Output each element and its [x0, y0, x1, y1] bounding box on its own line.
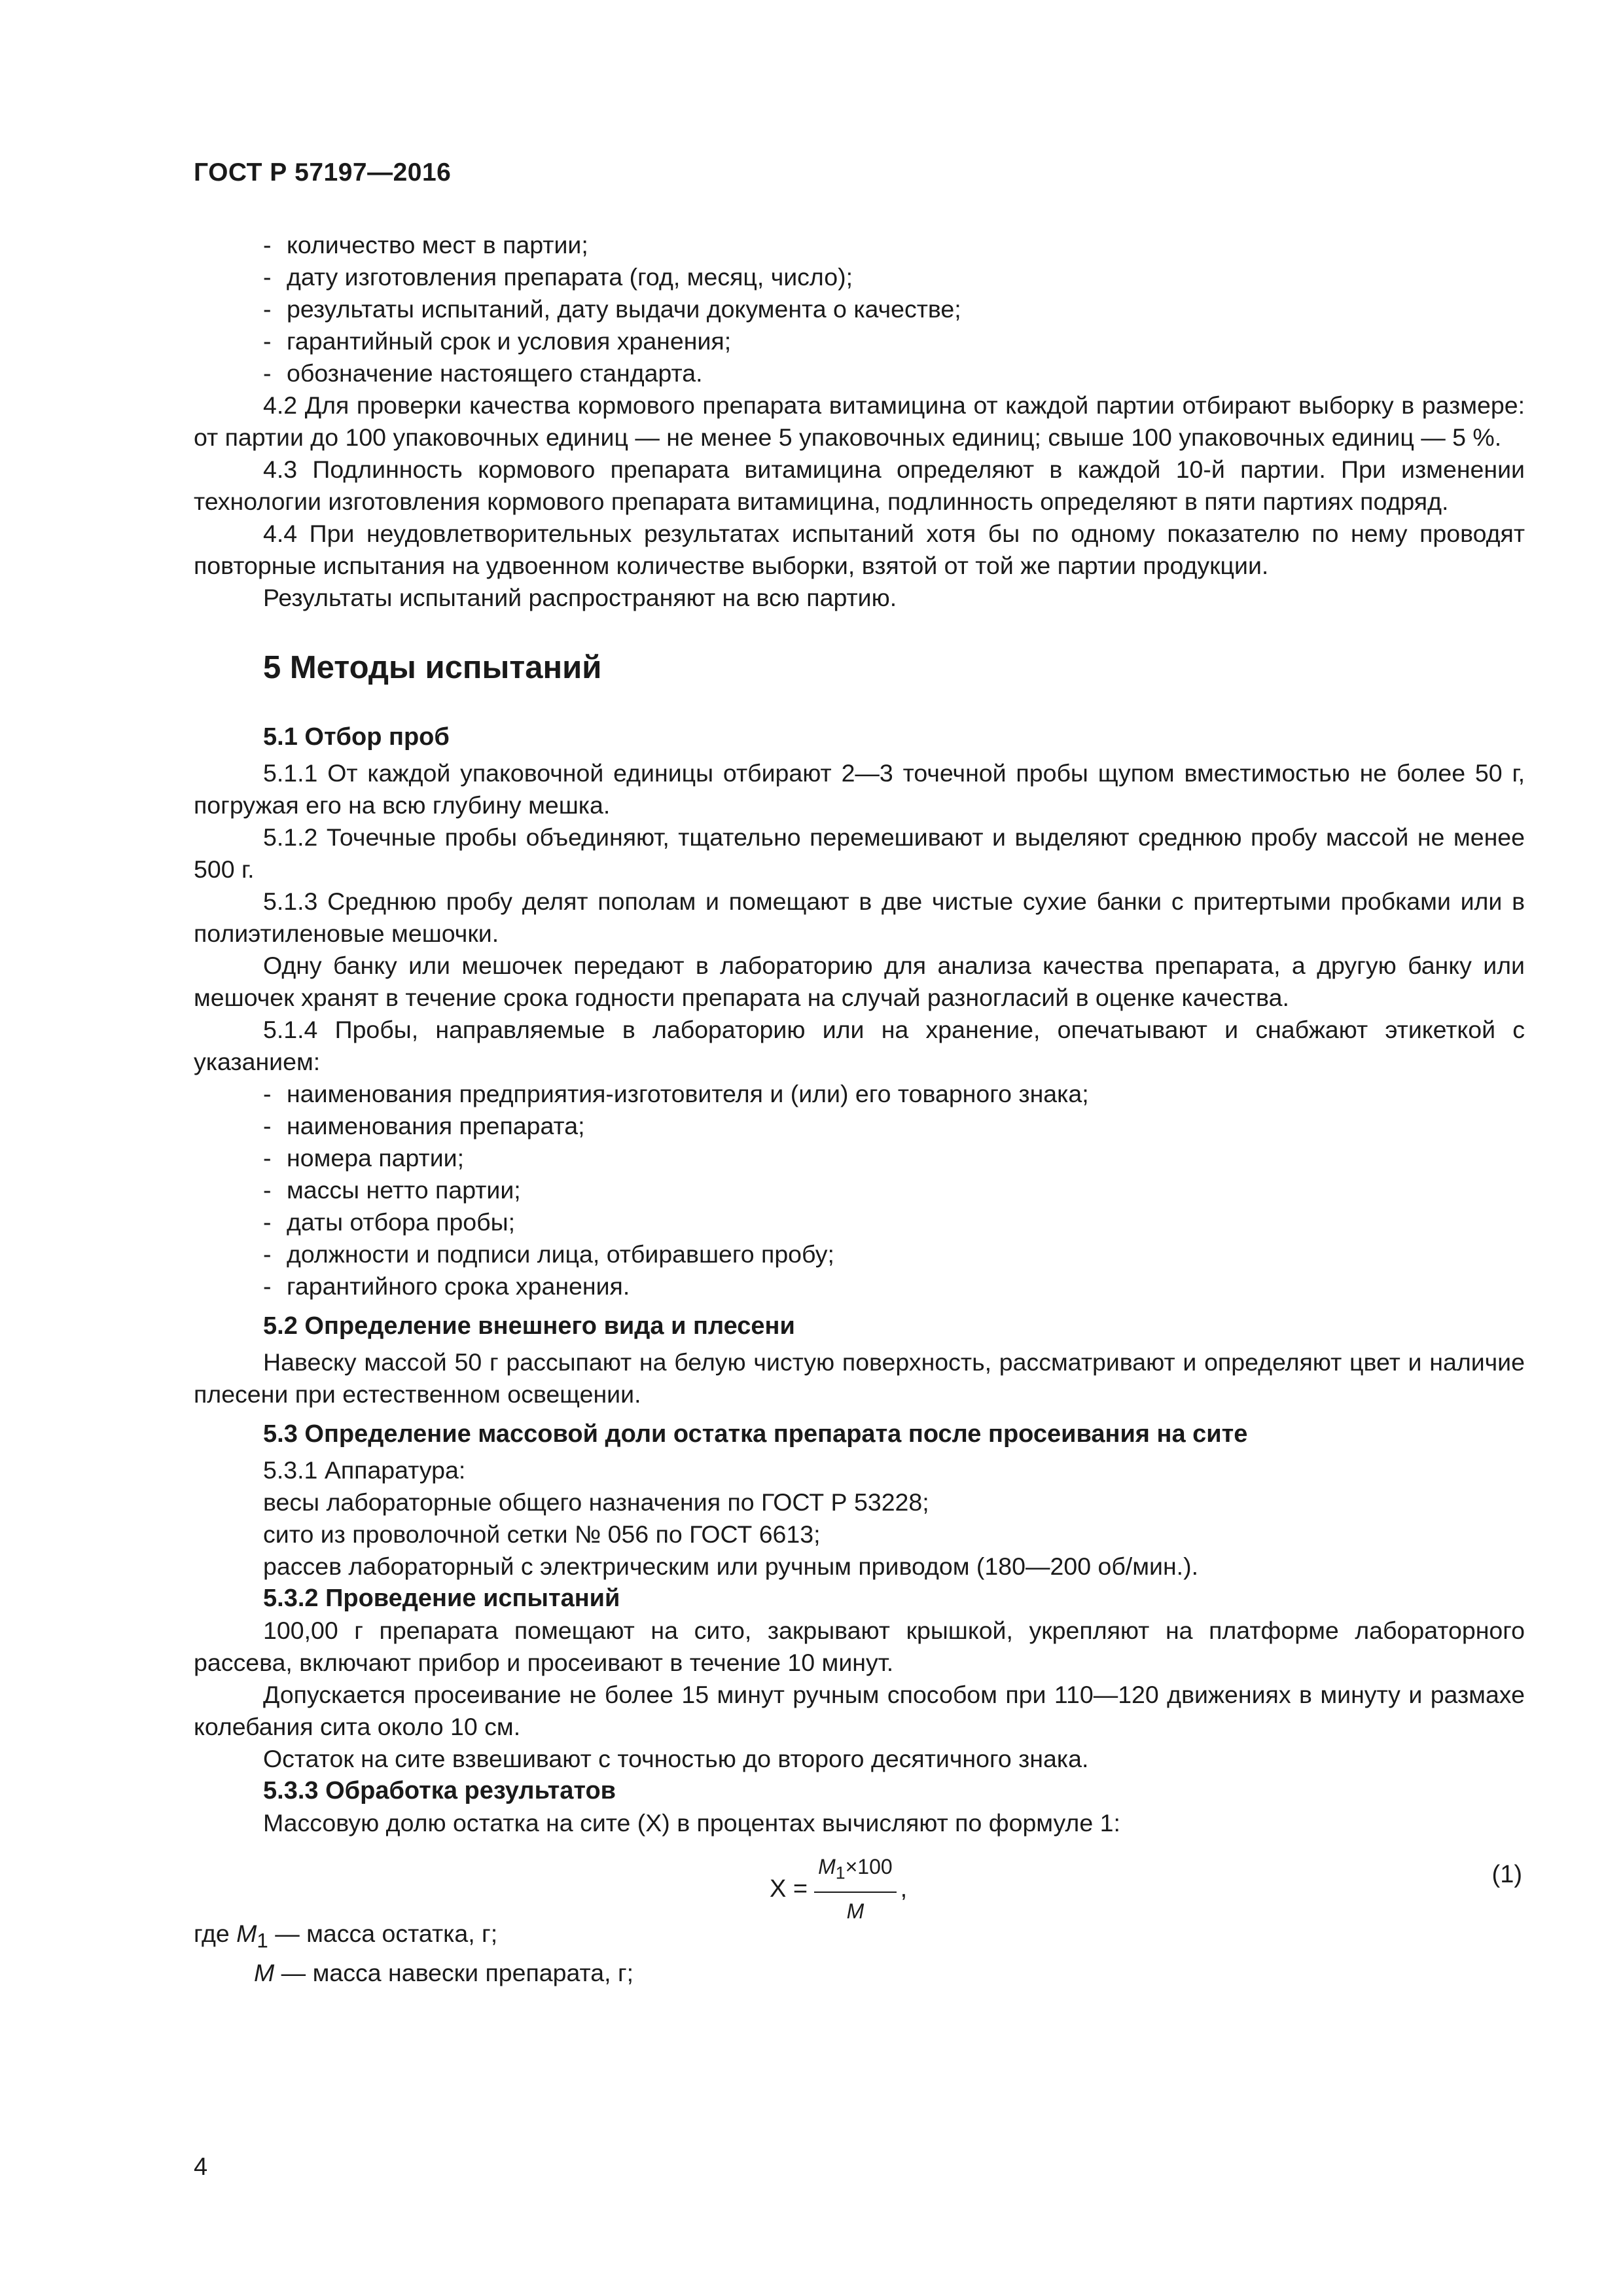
- document-header: ГОСТ Р 57197—2016: [194, 158, 452, 187]
- paragraph-5-3-2-b: Допускается просеивание не более 15 минут ручным способом при 110—120 движениях в минуту и размахе колебания сита около 10 см.: [194, 1681, 1525, 1740]
- paragraph-5-3-2-c: Остаток на сите взвешивают с точностью до второго десятичного знака.: [263, 1745, 1089, 1772]
- paragraph-5-3-1: 5.3.1 Аппаратура:: [263, 1456, 466, 1484]
- paragraph-5-1-3-b: Одну банку или мешочек передают в лабораторию для анализа качества препарата, а другую банку или мешочек хранят в течение срока годности препарата на случай разногласий в оценке качества.: [194, 952, 1525, 1011]
- paragraph-4-2: 4.2 Для проверки качества кормового препарата витамицина от каждой партии отбирают выборку в размере: от партии до 100 упаковочных единиц — не менее 5 упаковочных единиц; свыше 100 упаковочных единиц — 5 %.: [194, 391, 1525, 451]
- list-item: - должности и подписи лица, отбиравшего пробу;: [263, 1240, 834, 1268]
- list-item: - гарантийный срок и условия хранения;: [263, 327, 732, 355]
- list-top: [194, 229, 1525, 389]
- paragraph-4-4-b: Результаты испытаний распространяют на всю партию.: [263, 584, 897, 611]
- apparatus-item: сито из проволочной сетки № 056 по ГОСТ 6613;: [263, 1520, 821, 1548]
- formula-fraction: [814, 1851, 897, 1928]
- apparatus-item: весы лабораторные общего назначения по ГОСТ Р 53228;: [263, 1488, 929, 1516]
- list-item: - наименования препарата;: [263, 1112, 585, 1139]
- apparatus-item: рассев лабораторный с электрическим или ручным приводом (180—200 об/мин.).: [263, 1552, 1198, 1580]
- subsection-5-3-3-title: 5.3.3 Обработка результатов: [263, 1777, 616, 1804]
- list-item: - массы нетто партии;: [263, 1176, 521, 1204]
- subsection-5-3-2-title: 5.3.2 Проведение испытаний: [263, 1585, 620, 1612]
- formula-denominator: M: [846, 1899, 865, 1924]
- paragraph-5-1-3: 5.1.3 Среднюю пробу делят пополам и помещают в две чистые сухие банки с притертыми пробками или в полиэтиленовые мешочки.: [194, 888, 1525, 947]
- subsection-5-3-title: 5.3 Определение массовой доли остатка препарата после просеивания на сите: [263, 1420, 1248, 1448]
- where-line-2: M — масса навески препарата, г;: [254, 1958, 634, 1986]
- paragraph-5-3-3: Массовую долю остатка на сите (X) в процентах вычисляют по формуле 1:: [263, 1809, 1120, 1837]
- list-item: - гарантийного срока хранения.: [263, 1272, 630, 1300]
- formula-row: [194, 1846, 1525, 1924]
- list-label: [194, 1078, 1525, 1302]
- list-item: - дату изготовления препарата (год, месяц, число);: [263, 263, 853, 291]
- paragraph-4-4: 4.4 При неудовлетворительных результатах испытаний хотя бы по одному показателю по нему проводят повторные испытания на удвоенном количестве выборки, взятой от той же партии продукции.: [194, 520, 1525, 579]
- formula: [770, 1851, 907, 1928]
- subsection-5-1-title: 5.1 Отбор проб: [263, 723, 450, 751]
- paragraph-5-1-2: 5.1.2 Точечные пробы объединяют, тщательно перемешивают и выделяют среднюю пробу массой не менее 500 г.: [194, 823, 1525, 883]
- paragraph-5-3-2-a: 100,00 г препарата помещают на сито, закрывают крышкой, укрепляют на платформе лабораторного рассева, включают прибор и просеивают в течение 10 минут.: [194, 1617, 1525, 1676]
- page-number: 4: [194, 2153, 208, 2181]
- list-item: - обозначение настоящего стандарта.: [263, 359, 703, 387]
- formula-comma: ,: [900, 1875, 908, 1903]
- document-body: [194, 229, 1525, 1989]
- formula-number: (1): [1491, 1861, 1522, 1888]
- paragraph-4-3: 4.3 Подлинность кормового препарата витамицина определяют в каждой 10-й партии. При изменении технологии изготовления кормового препарата витамицина, подлинность определяют в пяти партиях подряд.: [194, 456, 1525, 515]
- list-item: - наименования предприятия-изготовителя и (или) его товарного знака;: [263, 1080, 1089, 1107]
- subsection-5-2-title: 5.2 Определение внешнего вида и плесени: [263, 1312, 795, 1340]
- list-item: - даты отбора пробы;: [263, 1208, 515, 1236]
- section-5-title: 5 Методы испытаний: [263, 650, 602, 685]
- formula-lhs: X =: [770, 1875, 808, 1903]
- list-item: - количество мест в партии;: [263, 231, 588, 259]
- paragraph-5-1-1: 5.1.1 От каждой упаковочной единицы отбирают 2—3 точечной пробы щупом вместимостью не более 50 г, погружая его на всю глубину мешка.: [194, 759, 1525, 819]
- where-line-1: где $M_1$ — масса остатка, г;: [194, 1920, 498, 1952]
- paragraph-5-2: Навеску массой 50 г рассыпают на белую чистую поверхность, рассматривают и определяют цвет и наличие плесени при естественном освещении.: [194, 1348, 1525, 1408]
- list-item: - результаты испытаний, дату выдачи документа о качестве;: [263, 295, 961, 323]
- paragraph-5-1-4: 5.1.4 Пробы, направляемые в лабораторию или на хранение, опечатывают и снабжают этикеткой с указанием:: [194, 1016, 1525, 1075]
- formula-numerator: $M_1\times 100$: [814, 1851, 897, 1893]
- list-item: - номера партии;: [263, 1144, 465, 1172]
